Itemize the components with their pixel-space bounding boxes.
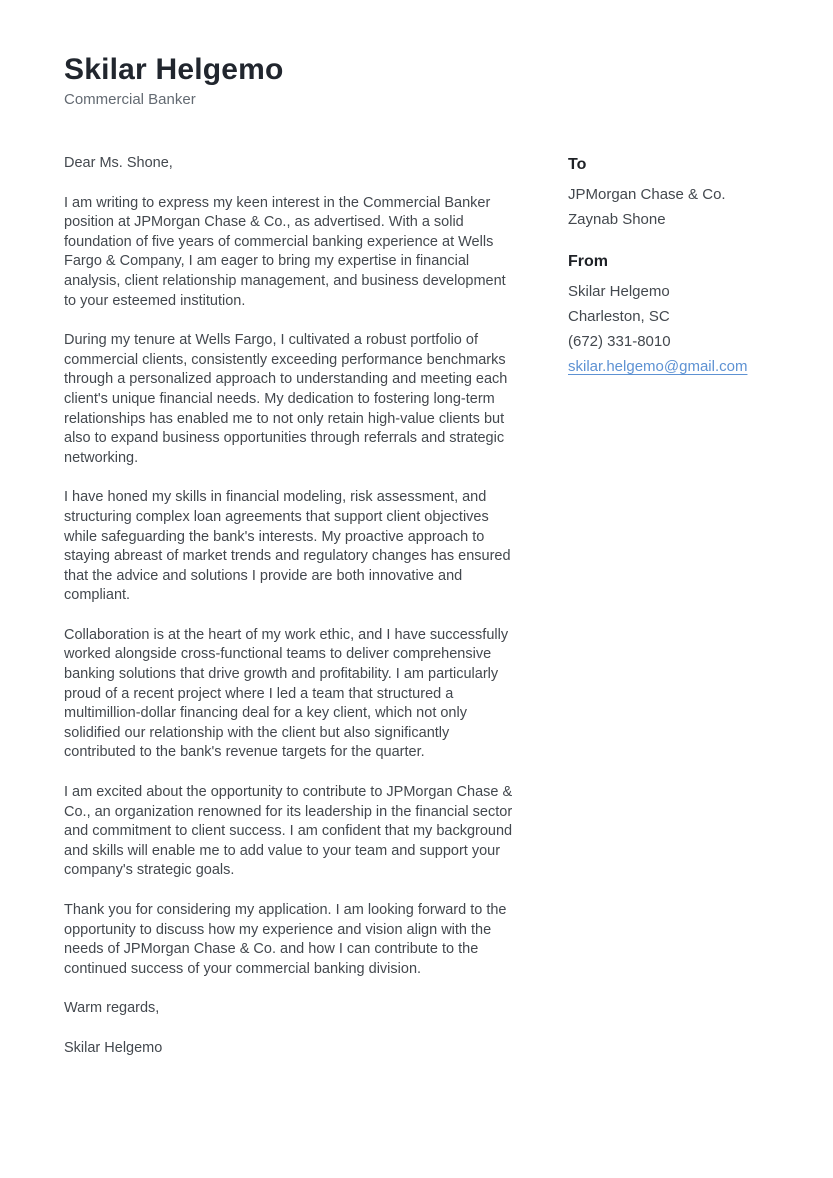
letter-body [64, 154, 520, 1059]
closing-line: Warm regards, [64, 1000, 160, 1017]
letter-paragraph-1: I am writing to express my keen interest in the Commercial Banker position at JPMorgan Chase & Co., as advertised. With a solid foundation of five years of commercial banking experience at Wells Fargo & Company, I am eager to bring my expertise in financial analysis, client relationship management, and business development to your esteemed institution. [64, 194, 506, 309]
to-section [568, 155, 769, 229]
sender-email-link[interactable]: skilar.helgemo@gmail.com [568, 358, 748, 375]
letter-paragraph-4: Collaboration is at the heart of my work ethic, and I have successfully worked alongside cross-functional teams to deliver comprehensive banking solutions that drive growth and profitability. I am particularly proud of a recent project where I led a team that structured a multimillion-dollar financing deal for a key client, which not only solidified our relationship with the client but also significantly contributed to the bank's revenue targets for the quarter. [64, 626, 509, 761]
to-heading: To [568, 156, 587, 173]
recipient-company: JPMorgan Chase & Co. [568, 186, 726, 203]
letter-meta-sidebar [568, 154, 769, 1059]
salutation: Dear Ms. Shone, [64, 155, 173, 171]
sender-location: Charleston, SC [568, 308, 670, 325]
letter-columns [64, 154, 769, 1059]
from-section [568, 252, 769, 376]
candidate-name: Skilar Helgemo [64, 53, 284, 86]
candidate-job-title: Commercial Banker [64, 91, 196, 108]
recipient-name: Zaynab Shone [568, 211, 666, 228]
letter-paragraph-5: I am excited about the opportunity to contribute to JPMorgan Chase & Co., an organization renowned for its leadership in the financial sector and commitment to client success. I am confident that my background and skills will enable me to add value to your team and support your company's strategic goals. [64, 784, 513, 879]
from-heading: From [568, 253, 608, 270]
letter-paragraph-6: Thank you for considering my application. I am looking forward to the opportunity to discuss how my experience and vision align with the needs of JPMorgan Chase & Co. and how I can contribute to the continued success of your commercial banking division. [64, 902, 507, 977]
letter-paragraph-3: I have honed my skills in financial modeling, risk assessment, and structuring complex loan agreements that support client objectives while safeguarding the bank's interests. My proactive approach to staying abreast of market trends and regulatory changes has ensured that the advice and solutions I provide are both innovative and compliant. [64, 489, 511, 604]
sender-phone: (672) 331-8010 [568, 333, 671, 350]
signature-name: Skilar Helgemo [64, 1039, 163, 1056]
letter-paragraph-2: During my tenure at Wells Fargo, I cultivated a robust portfolio of commercial clients, consistently exceeding performance benchmarks through a personalized approach to understanding and meeting each client's unique financial needs. My dedication to fostering long-term relationships has enabled me to not only retain high-value clients but also to expand business opportunities through referrals and strategic networking. [64, 332, 508, 466]
sender-name: Skilar Helgemo [568, 283, 670, 300]
letter-header [64, 52, 769, 109]
